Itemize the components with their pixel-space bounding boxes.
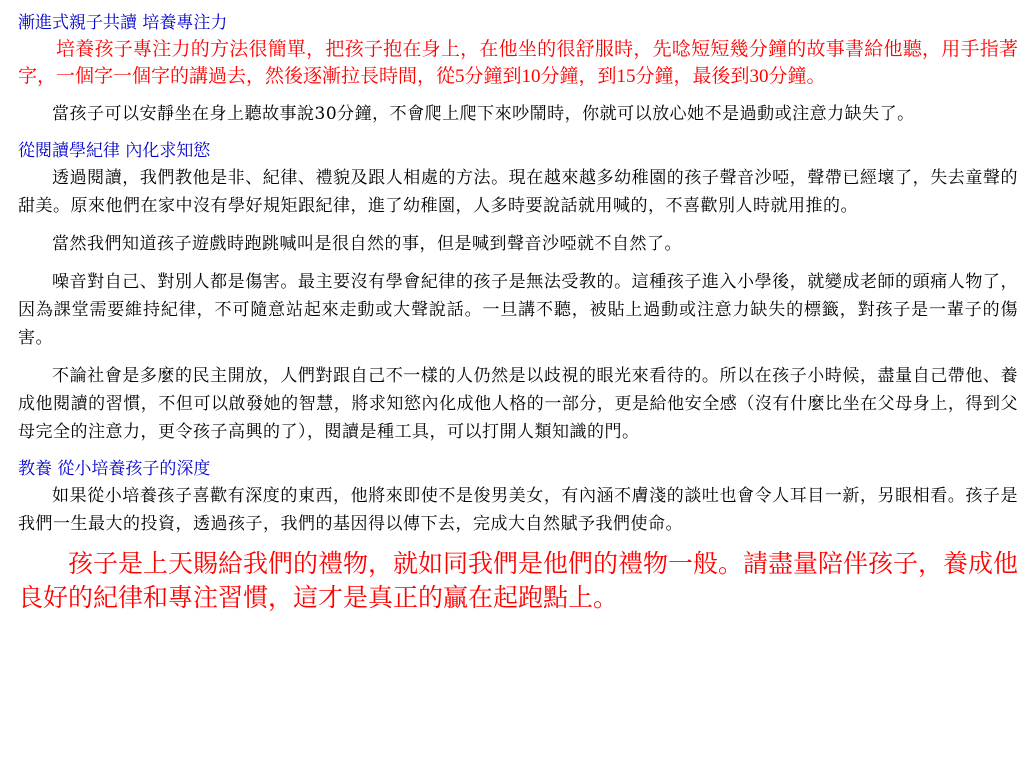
paragraph-depth-investment: 如果從小培養孩子喜歡有深度的東西，他將來即使不是俊男美女，有內涵不膚淺的談吐也會令人耳目一新，另眼相看。孩子是我們一生最大的投資，透過孩子，我們的基因得以傳下去，完成大自然賦予我們使命。 bbox=[18, 486, 1018, 534]
paragraph-discipline-shouting: 當然我們知道孩子遊戲時跑跳喊叫是很自然的事，但是喊到聲音沙啞就不自然了。 bbox=[52, 234, 682, 254]
paragraph-focus-method: 培養孩子專注力的方法很簡單，把孩子抱在身上，在他坐的很舒服時，先唸短短幾分鐘的故事書給他聽，用手指著字，一個字一個字的講過去，然後逐漸拉長時間，從5分鐘到10分鐘，到15分鐘，最後到30分鐘。 bbox=[18, 39, 1018, 87]
paragraph-discipline-reading: 透過閱讀，我們教他是非、紀律、禮貌及跟人相處的方法。現在越來越多幼稚園的孩子聲音沙啞，聲帶已經壞了，失去童聲的甜美。原來他們在家中沒有學好規矩跟紀律，進了幼稚園，人多時要說話就用喊的，不喜歡別人時就用推的。 bbox=[18, 168, 1018, 216]
section-heading-discipline: 從閱讀學紀律 內化求知慾 bbox=[18, 141, 211, 161]
paragraph-discipline-society: 不論社會是多麼的民主開放，人們對跟自己不一樣的人仍然是以歧視的眼光來看待的。所以在孩子小時候，盡量自己帶他、養成他閱讀的習慣，不但可以啟發她的智慧，將求知慾內化成他人格的一部分，更是給他安全感（沒有什麼比坐在父母身上，得到父母完全的注意力，更令孩子高興的了），閱讀是種工具，可以打開人類知識的門。 bbox=[18, 366, 1018, 442]
paragraph-discipline-noise: 噪音對自己、對別人都是傷害。最主要沒有學會紀律的孩子是無法受教的。這種孩子進入小學後，就變成老師的頭痛人物了，因為課堂需要維持紀律，不可隨意站起來走動或大聲說話。一旦講不聽，被貼上過動或注意力缺失的標籤，對孩子是一輩子的傷害。 bbox=[18, 272, 1018, 348]
section-heading-depth: 教養 從小培養孩子的深度 bbox=[18, 459, 211, 479]
section-heading-focus: 漸進式親子共讀 培養專注力 bbox=[18, 13, 228, 33]
document-body bbox=[18, 10, 1018, 616]
paragraph-focus-result: 當孩子可以安靜坐在身上聽故事說30分鐘，不會爬上爬下來吵鬧時，你就可以放心她不是過動或注意力缺失了。 bbox=[52, 104, 915, 124]
paragraph-closing-gift: 孩子是上天賜給我們的禮物，就如同我們是他們的禮物一般。請盡量陪伴孩子，養成他良好的紀律和專注習慣，這才是真正的贏在起跑點上。 bbox=[18, 551, 1019, 612]
